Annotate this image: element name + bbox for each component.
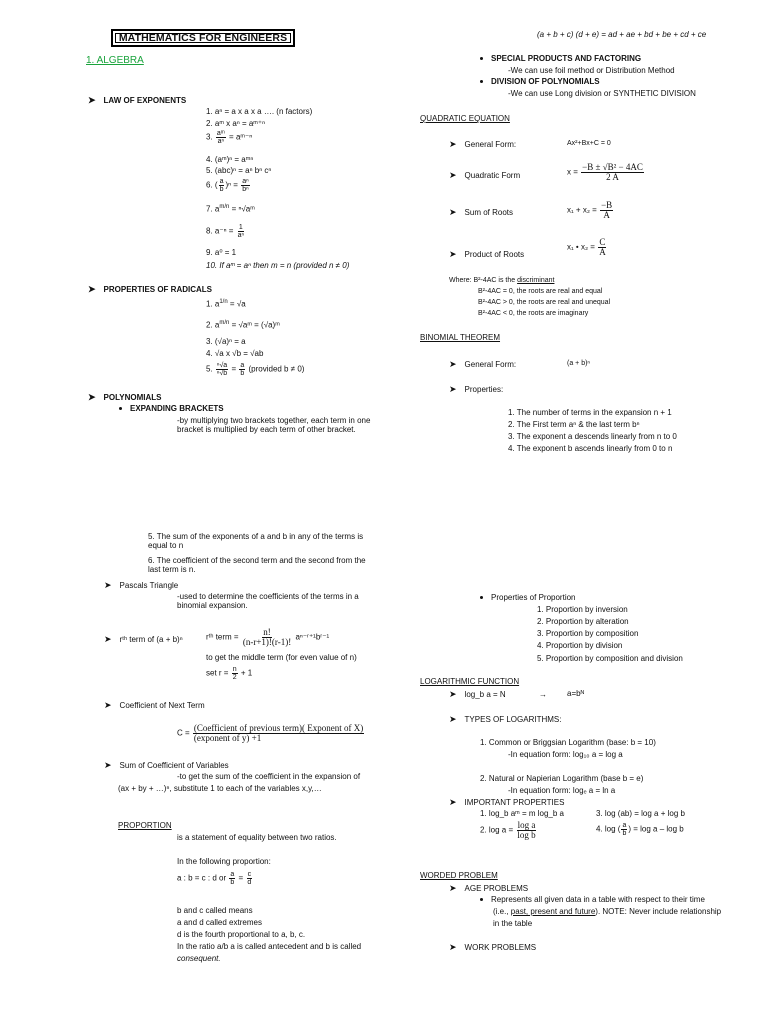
arrow-icon: ➤ [449, 207, 457, 217]
exponent-law-2: 2. aᵐ x aⁿ = aᵐ⁺ⁿ [206, 119, 266, 128]
arrow-icon: ➤ [88, 95, 96, 105]
quadratic-general: ➤ General Form: [449, 139, 517, 149]
bullet-icon [480, 80, 483, 83]
common-log: 1. Common or Briggsian Logarithm (base: b = 10) [480, 738, 656, 747]
proportion-inversion: 1. Proportion by inversion [537, 605, 628, 614]
worded-problem-heading: WORDED PROBLEM [420, 871, 498, 880]
arrow-icon: ➤ [449, 797, 457, 807]
exponent-law-3: 3. $\frac{\text{aᵐ}}{\text{aⁿ}}$ = aᵐ⁻ⁿ [206, 130, 253, 145]
expanding-brackets: EXPANDING BRACKETS [119, 404, 224, 413]
bullet-icon [119, 407, 122, 410]
arrow-icon: ➤ [449, 883, 457, 893]
coefficient-formula: C = $\frac{\text{(Coefficient of previous term)( Exponent of X)}}{\text{(exponent of y) +1}}$ [177, 723, 364, 743]
important-properties: ➤ IMPORTANT PROPERTIES [449, 797, 565, 807]
discriminant-equal: B²-4AC = 0, the roots are real and equal [478, 288, 603, 295]
sum-coef-desc-1: -to get the sum of the coefficient in the expansion of [177, 772, 361, 781]
discriminant-imaginary: B²-4AC < 0, the roots are imaginary [478, 310, 589, 317]
middle-term-note: to get the middle term (for even value of n) [206, 653, 357, 662]
proportion-means: b and c called means [177, 906, 253, 915]
sum-of-roots-formula: x₁ + x₂ = $\frac{-B}{A}$ [567, 200, 613, 220]
bullet-icon [480, 57, 483, 60]
arrow-icon: ➤ [88, 392, 96, 402]
exponent-law-6: 6. ( $\frac{a}{b}$ )ⁿ = $\frac{\text{aⁿ}}{\text{bⁿ}}$ [206, 178, 249, 193]
arrow-icon: ➤ [104, 760, 112, 770]
special-products-desc: -We can use foil method or Distribution Method [508, 66, 675, 75]
division-polynomials: DIVISION OF POLYNOMIALS [480, 77, 600, 86]
discriminant-where: Where: B²-4AC is the discriminant [449, 277, 555, 284]
rth-term-label: ➤ rᵗʰ term of (a + b)ⁿ [104, 634, 183, 644]
proportion-following: In the following proportion: [177, 857, 271, 866]
sum-of-roots-label: ➤ Sum of Roots [449, 207, 514, 217]
proportion-alteration: 2. Proportion by alteration [537, 617, 629, 626]
log-property-2: 2. log a = $\frac{\text{log a}}{\text{log b}}$ [480, 820, 536, 840]
exponent-law-10: 10. If aᵐ = aⁿ then m = n (provided n ≠ 0) [206, 261, 350, 270]
exponent-law-9: 9. a⁰ = 1 [206, 248, 237, 257]
proportion-extremes: a and d called extremes [177, 918, 262, 927]
work-problems: ➤ WORK PROBLEMS [449, 942, 537, 952]
page-title: MATHEMATICS FOR ENGINEERS [111, 29, 295, 47]
discriminant-unequal: B²-4AC > 0, the roots are real and unequal [478, 299, 611, 306]
radical-2: 2. $a^{m/n}$ = √aᵐ = (√a)ᵐ [206, 320, 280, 330]
product-of-roots-formula: x₁ • x₂ = $\frac{C}{A}$ [567, 237, 606, 257]
log-definition: ➤ log_b a = N [449, 689, 506, 699]
binomial-prop-5: 5. The sum of the exponents of a and b in any of the terms is equal to n [148, 532, 364, 551]
exponent-law-1: 1. aⁿ = a x a x a …. (n factors) [206, 107, 313, 116]
log-property-3: 3. log (ab) = log a + log b [596, 809, 685, 818]
proportion-ratio: In the ratio a/b a is called antecedent and b is called [177, 942, 362, 951]
arrow-icon: ➤ [449, 384, 457, 394]
log-exponential-form: a=bᴺ [567, 689, 585, 698]
radical-4: 4. √a x √b = √ab [206, 349, 264, 358]
log-property-1: 1. log_b aᵐ = m log_b a [480, 809, 564, 818]
radical-1: 1. $a^{1/n} = √a$ [206, 299, 246, 309]
product-of-roots-label: ➤ Product of Roots [449, 249, 525, 259]
radical-5: 5. $\frac{\text{ⁿ√a}}{\text{ⁿ√b}}$ = $\frac{a}{b}$ (provided b ≠ 0) [206, 362, 305, 377]
rth-term-formula: rᵗʰ term = $\frac{n!}{(n-r+1)!(r-1)!}$ aⁿ⁻ʳ⁺¹bʳ⁻¹ [206, 627, 330, 647]
binomial-prop-6: 6. The coefficient of the second term and the second from the last term is n. [148, 556, 366, 575]
age-problems-desc-2: (i.e., past, present and future). NOTE: Never include relationship [493, 907, 722, 916]
arrow-icon: ➤ [88, 284, 96, 294]
binomial-prop-4: 4. The exponent b ascends linearly from 0 to n [508, 444, 673, 453]
pascals-triangle-desc: -used to determine the coefficients of the terms in a binomial expansion. [177, 592, 359, 611]
quadratic-formula-label: ➤ Quadratic Form [449, 170, 521, 180]
exponent-law-7: 7. $a^{m/n}$ = ⁿ√aᵐ [206, 204, 255, 214]
exponent-law-5: 5. (abc)ⁿ = aⁿ bⁿ cⁿ [206, 166, 272, 175]
exponent-law-8: 8. a⁻ⁿ = $\frac{1}{\text{aⁿ}}$ [206, 224, 245, 239]
arrow-icon: ➤ [104, 580, 112, 590]
quadratic-formula: x = $\frac{\text{−B ± √B² − 4AC}}{2 A}$ [567, 162, 643, 182]
arrow-icon: ➤ [449, 139, 457, 149]
binomial-heading: BINOMIAL THEOREM [420, 333, 501, 342]
binomial-prop-3: 3. The exponent a descends linearly from n to 0 [508, 432, 677, 441]
section-algebra: 1. ALGEBRA [86, 55, 144, 66]
bullet-icon [480, 596, 483, 599]
age-problems: ➤ AGE PROBLEMS [449, 883, 529, 893]
binomial-general: ➤ General Form: [449, 359, 517, 369]
polynomials-heading: ➤ POLYNOMIALS [88, 392, 162, 402]
binomial-prop-1: 1. The number of terms in the expansion n + 1 [508, 408, 672, 417]
proportion-desc: is a statement of equality between two ratios. [177, 833, 337, 842]
binomial-general-value: (a + b)ⁿ [567, 360, 590, 367]
proportion-equation: a : b = c : d or $\frac{a}{b}$ = $\frac{c}{d}$ [177, 871, 252, 886]
types-of-logarithms: ➤ TYPES OF LOGARITHMS: [449, 714, 562, 724]
proportion-fourth: d is the fourth proportional to a, b, c. [177, 930, 306, 939]
expanding-brackets-desc: -by multiplying two brackets together, each term in one bracket is multiplied by each term of other bracket. [177, 416, 371, 435]
proportion-composition: 3. Proportion by composition [537, 629, 639, 638]
log-arrow: → [539, 690, 547, 699]
proportion-consequent: consequent. [177, 954, 221, 963]
arrow-icon: ➤ [449, 359, 457, 369]
logarithmic-heading: LOGARITHMIC FUNCTION [420, 677, 520, 686]
coefficient-next-term: ➤ Coefficient of Next Term [104, 700, 205, 710]
arrow-icon: ➤ [104, 634, 112, 644]
quadratic-general-value: Ax²+Bx+C = 0 [567, 140, 611, 147]
distribution-formula: (a + b + c) (d + e) = ad + ae + bd + be + cd + ce [537, 30, 707, 39]
radicals-heading: ➤ PROPERTIES OF RADICALS [88, 284, 212, 294]
set-r-formula: set r = $\frac{n}{2}$ + 1 [206, 666, 253, 681]
natural-log: 2. Natural or Napierian Logarithm (base b = e) [480, 774, 644, 783]
properties-of-proportion: Properties of Proportion [480, 593, 576, 602]
age-problems-desc-1: Represents all given data in a table with respect to their time [480, 895, 705, 904]
arrow-icon: ➤ [449, 714, 457, 724]
log-property-4: 4. log ( $\frac{a}{b}$ ) = log a – log b [596, 822, 684, 837]
division-polynomials-desc: -We can use Long division or SYNTHETIC DIVISION [508, 89, 696, 98]
proportion-division: 4. Proportion by division [537, 641, 623, 650]
sum-of-coefficients: ➤ Sum of Coefficient of Variables [104, 760, 229, 770]
sum-coef-desc-2: (ax + by + …)ⁿ, substitute 1 to each of the variables x,y,… [118, 784, 322, 793]
binomial-prop-2: 2. The First term aⁿ & the last term bⁿ [508, 420, 640, 429]
proportion-composition-division: 5. Proportion by composition and division [537, 654, 683, 663]
arrow-icon: ➤ [449, 689, 457, 699]
arrow-icon: ➤ [449, 170, 457, 180]
quadratic-heading: QUADRATIC EQUATION [420, 114, 510, 123]
common-log-eq: -In equation form: log₁₀ a = log a [508, 750, 623, 759]
natural-log-eq: -In equation form: logₑ a = ln a [508, 786, 616, 795]
pascals-triangle: ➤ Pascals Triangle [104, 580, 179, 590]
age-problems-desc-3: in the table [493, 919, 533, 928]
radical-3: 3. (√a)ⁿ = a [206, 337, 246, 346]
law-of-exponents-heading: ➤ LAW OF EXPONENTS [88, 95, 187, 105]
bullet-icon [480, 898, 483, 901]
arrow-icon: ➤ [449, 249, 457, 259]
exponent-law-4: 4. (aᵐ)ⁿ = aᵐⁿ [206, 155, 254, 164]
special-products: SPECIAL PRODUCTS AND FACTORING [480, 54, 641, 63]
arrow-icon: ➤ [449, 942, 457, 952]
arrow-icon: ➤ [104, 700, 112, 710]
binomial-properties: ➤ Properties: [449, 384, 504, 394]
proportion-heading: PROPORTION [118, 821, 172, 830]
